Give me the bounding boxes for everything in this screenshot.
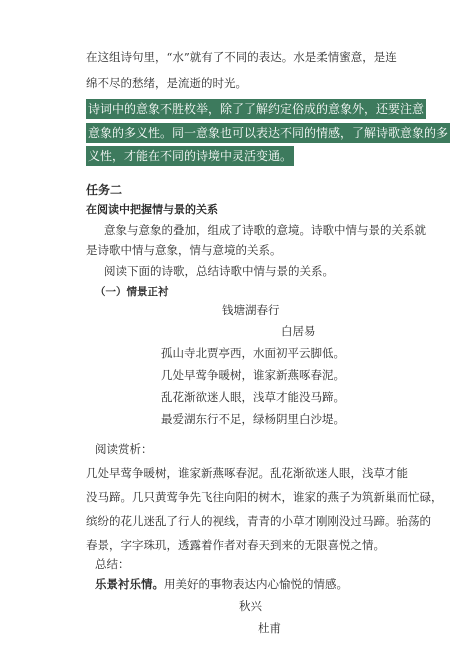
summary-label: 总结：: [95, 557, 130, 571]
poem-1-line-2: 几处早莺争暖树，谁家新燕啄春泥。: [161, 368, 345, 382]
highlight-line-3: 义性，才能在不同的诗境中灵活变通。: [86, 146, 294, 166]
poem-1-line-1: 孤山寺北贾亭西，水面初平云脚低。: [161, 346, 345, 360]
intro-line-2: 绵不尽的愁绪，是流逝的时光。: [86, 76, 247, 90]
intro-line-1: 在这组诗句里，“水”就有了不同的表达。水是柔情蜜意，是连: [86, 50, 397, 64]
task-subtitle: 在阅读中把握情与景的关系: [86, 203, 218, 216]
poem-1-line-4: 最爱湖东行不足，绿杨阴里白沙堤。: [161, 412, 345, 426]
section-heading-1: （一）情景正衬: [95, 286, 169, 298]
task-paragraph-1-line-1: 意象与意象的叠加，组成了诗歌的意境。诗歌中情与景的关系就: [104, 223, 426, 237]
poem-1-line-3: 乱花渐欲迷人眼，浅草才能没马蹄。: [161, 390, 345, 404]
task-title: 任务二: [86, 183, 123, 197]
poem-2-author: 杜甫: [258, 621, 281, 635]
highlight-line-1: 诗词中的意象不胜枚举，除了了解约定俗成的意象外，还要注意: [86, 99, 426, 119]
poem-1-title: 钱塘湖春行: [222, 303, 280, 317]
summary-text: 用美好的事物表达内心愉悦的情感。: [164, 577, 348, 591]
appreciation-line-3: 缤纷的花儿迷乱了行人的视线，青青的小草才刚刚没过马蹄。骀荡的: [86, 514, 431, 528]
appreciation-line-1: 几处早莺争暖树，谁家新燕啄春泥。乱花渐欲迷人眼，浅草才能: [86, 466, 408, 480]
appreciation-label: 阅读赏析：: [95, 442, 153, 456]
appreciation-line-4: 春景，字字珠玑，透露着作者对春天到来的无限喜悦之情。: [86, 538, 385, 552]
task-paragraph-2: 阅读下面的诗歌，总结诗歌中情与景的关系。: [104, 264, 334, 278]
poem-1-author: 白居易: [281, 324, 316, 338]
poem-2-title: 秋兴: [239, 599, 262, 613]
summary-line: [95, 576, 348, 592]
highlight-line-2: 意象的多义性。同一意象也可以表达不同的情感，了解诗歌意象的多: [86, 123, 450, 143]
task-paragraph-1-line-2: 是诗歌中情与意象，情与意境的关系。: [86, 243, 282, 257]
summary-emphasis: 乐景衬乐情。: [95, 577, 164, 591]
appreciation-line-2: 没马蹄。几只黄莺争先飞往向阳的树木，谁家的燕子为筑新巢而忙碌，: [86, 490, 443, 504]
